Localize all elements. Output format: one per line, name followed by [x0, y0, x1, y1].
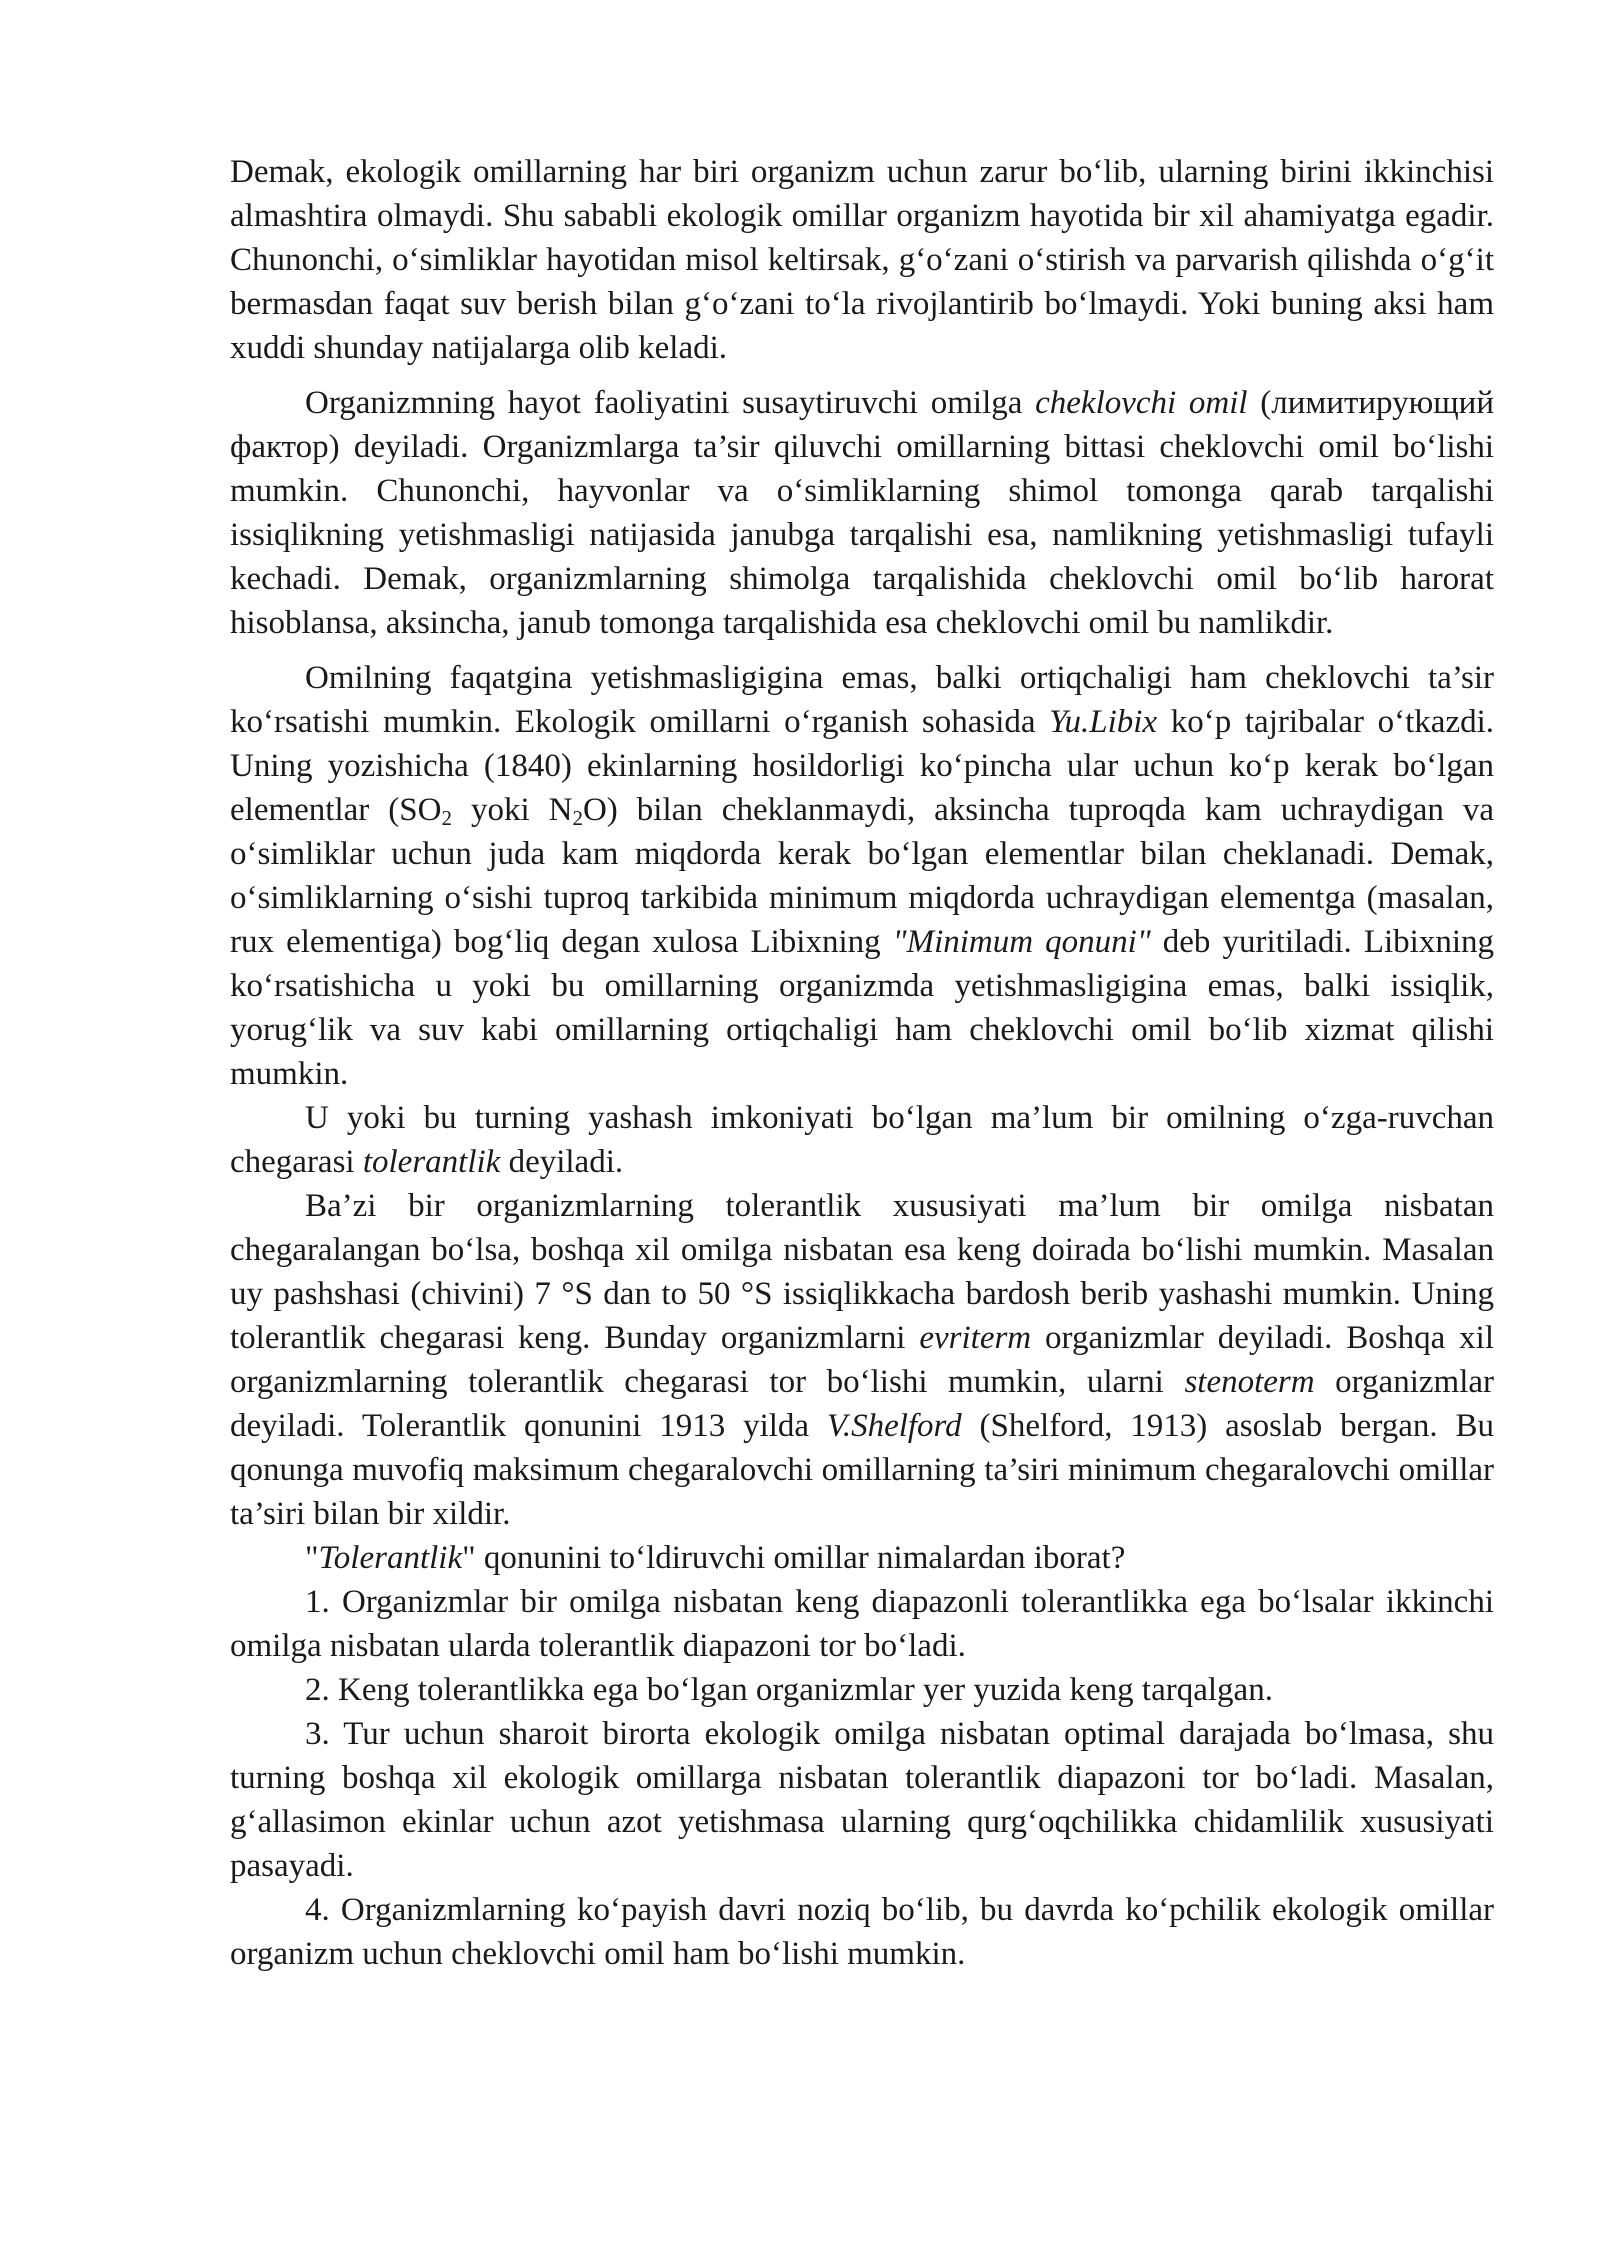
term-tolerance: tolerantlik: [362, 1144, 501, 1180]
minimum-law-title: "Minimum qonuni": [892, 924, 1151, 960]
question-quote-open: ": [305, 1540, 319, 1576]
term-stenotherm: stenoterm: [1184, 1364, 1315, 1400]
paragraph-2-text-b: (лимитирующий фактор) deyiladi. Organizmlarga ta’sir qiluvchi omillarning bittasi cheklovchi omil bo‘lishi mumkin. Chunonchi, hayvonlar va o‘simliklarning shimol tomonga qarab tarqalishi issiqlikning yetishmasligi natijasida janubga tarqalishi esa, namlikning yetishmasligi tufayli kechadi. Demak, organizmlarning shimolga tarqalishida cheklovchi omil bo‘lib harorat hisoblansa, aksincha, janub tomonga tarqalishida esa cheklovchi omil bu namlikdir.: [230, 385, 1494, 641]
paragraph-3: [230, 656, 1494, 1096]
list-item-1-text: 1. Organizmlar bir omilga nisbatan keng diapazonli tolerantlikka ega bo‘lsalar ikkinchi omilga nisbatan ularda tolerantlik diapazoni tor bo‘ladi.: [230, 1584, 1494, 1664]
paragraph-3-text-e: deb yuritiladi. Libixning ko‘rsatishicha u yoki bu omillarning organizmda yetishmasligigina emas, balki issiqlik, yorug‘lik va suv kabi omillarning ortiqchaligi ham cheklovchi omil bo‘lib xizmat qilishi mumkin.: [230, 924, 1494, 1092]
list-item-4-text: 4. Organizmlarning ko‘payish davri noziq bo‘lib, bu davrda ko‘pchilik ekologik omillar organizm uchun cheklovchi omil ham bo‘lishi mumkin.: [230, 1892, 1494, 1972]
list-item: [230, 1888, 1494, 1976]
question-text: " qonunini to‘ldiruvchi omillar nimalardan iborat?: [462, 1540, 1126, 1576]
paragraph-2-text-a: Organizmning hayot faoliyatini susaytiruvchi omilga: [305, 385, 1036, 421]
question-term-tolerance: Tolerantlik: [318, 1540, 463, 1576]
term-limiting-factor: cheklovchi omil: [1035, 385, 1248, 421]
paragraph-5-text-a: Ba’zi bir organizmlarning tolerantlik xususiyati ma’lum bir omilga nisbatan chegaralangan bo‘lsa, boshqa xil omilga nisbatan esa keng doirada bo‘lishi mumkin. Masalan uy pashshasi (chivini) 7 °S dan to 50 °S issiqlikkacha bardosh berib yashashi mumkin. Uning tolerantlik chegarasi keng. Bunday organizmlarni: [230, 1188, 1494, 1356]
subscript-n2o: 2: [572, 806, 583, 830]
paragraph-3-text-d: O) bilan cheklanmaydi, aksincha tuproqda kam uchraydigan va o‘simliklar uchun juda kam miqdorda kerak bo‘lgan elementlar bilan cheklanadi. Demak, o‘simliklarning o‘sishi tuproq tarkibida minimum miqdorda uchraydigan elementga (masalan, rux elementiga) bog‘liq degan xulosa Libixning: [230, 792, 1494, 960]
list-item-3-text: 3. Tur uchun sharoit birorta ekologik omilga nisbatan optimal darajada bo‘lmasa, shu turning boshqa xil ekologik omillarga nisbatan tolerantlik diapazoni tor bo‘ladi. Masalan, g‘allasimon ekinlar uchun azot yetishmasa ularning qurg‘oqchilikka chidamlilik xususiyati pasayadi.: [230, 1716, 1494, 1884]
paragraph-4: [230, 1096, 1494, 1184]
term-eurytherm: evriterm: [919, 1320, 1032, 1356]
paragraph-4-text-b: deyiladi.: [500, 1144, 624, 1180]
list-item: [230, 1712, 1494, 1888]
list-item-2-text: 2. Keng tolerantlikka ega bo‘lgan organizmlar yer yuzida keng tarqalgan.: [305, 1672, 1273, 1708]
list-item: [230, 1668, 1494, 1712]
subscript-so2: 2: [441, 806, 452, 830]
list-item: [230, 1580, 1494, 1668]
paragraph-3-text-c: yoki N: [451, 792, 573, 828]
author-shelford: V.Shelford: [826, 1408, 962, 1444]
paragraph-5-text-b: organizmlar deyiladi. Boshqa xil organizmlarning tolerantlik chegarasi tor bo‘lishi mumkin, ularni: [230, 1320, 1495, 1400]
paragraph-2: [230, 381, 1494, 645]
document-page: [230, 150, 1494, 1976]
paragraph-5-text-d: (Shelford, 1913) asoslab bergan. Bu qonunga muvofiq maksimum chegaralovchi omillarning ta’siri minimum chegaralovchi omillar ta’siri bilan bir xildir.: [230, 1408, 1494, 1532]
paragraph-1: [230, 150, 1494, 370]
paragraph-5: [230, 1184, 1494, 1536]
paragraph-3-text-b: ko‘p tajribalar o‘tkazdi. Uning yozishicha (1840) ekinlarning hosildorligi ko‘pincha ular uchun ko‘p kerak bo‘lgan elementlar (SO: [230, 704, 1495, 828]
paragraph-4-text-a: U yoki bu turning yashash imkoniyati bo‘lgan ma’lum bir omilning o‘zga-ruvchan chegarasi: [230, 1100, 1494, 1180]
paragraph-1-text: Demak, ekologik omillarning har biri organizm uchun zarur bo‘lib, ularning birini ikkinchisi almashtira olmaydi. Shu sababli ekologik omillar organizm hayotida bir xil ahamiyatga egadir. Chunonchi, o‘simliklar hayotidan misol keltirsak, g‘o‘zani o‘stirish va parvarish qilishda o‘g‘it bermasdan faqat suv berish bilan g‘o‘zani to‘la rivojlantirib bo‘lmaydi. Yoki buning aksi ham xuddi shunday natijalarga olib keladi.: [230, 154, 1494, 366]
author-libix: Yu.Libix: [1049, 704, 1158, 740]
paragraph-3-text-a: Omilning faqatgina yetishmasligigina emas, balki ortiqchaligi ham cheklovchi ta’sir ko‘rsatishi mumkin. Ekologik omillarni o‘rganish sohasida: [230, 660, 1494, 740]
paragraph-5-text-c: organizmlar deyiladi. Tolerantlik qonunini 1913 yilda: [230, 1364, 1494, 1444]
question-paragraph: [230, 1536, 1494, 1580]
